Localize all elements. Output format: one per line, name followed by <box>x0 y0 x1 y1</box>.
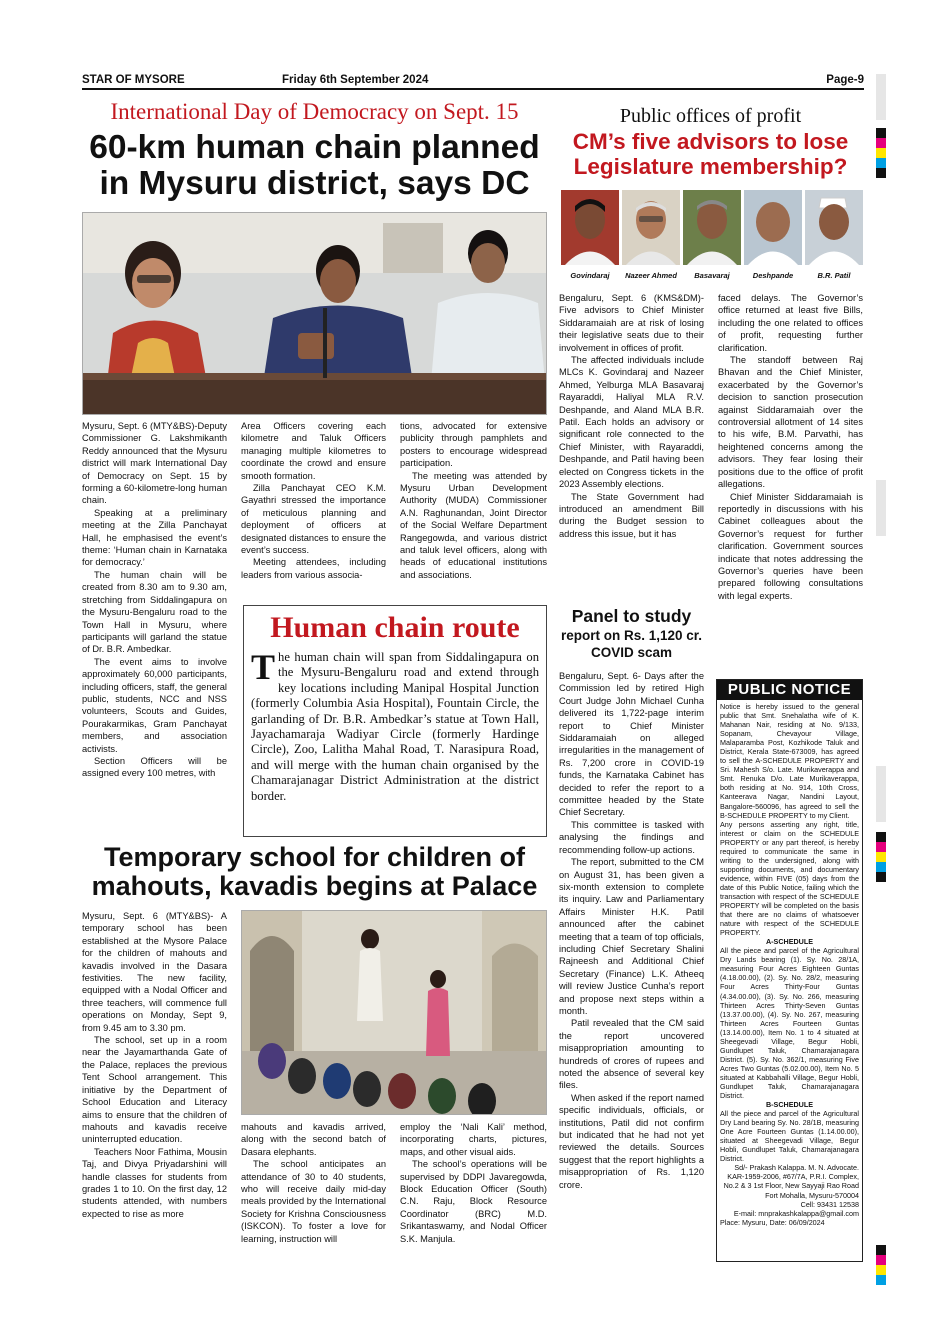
story3-headline <box>557 130 864 180</box>
route-box-dropcap: T <box>251 647 276 687</box>
story3-c1-p2: The affected individuals include MLCs K. Govindaraj and Nazeer Ahmed, Yelburga MLA Basavaraj Rayaraddi, Haliyal MLA R.V. Deshpande, and Aland MLA B.R. Patil. Each holds an advisory or significant role connected to the Chief Minister, with Rayaraddi, Deshpande, and Patil having been elected on Congress tickets in the 2023 Assembly elections. <box>559 355 704 490</box>
school-photo <box>241 910 547 1115</box>
portrait-nazeer-ahmed <box>622 190 680 265</box>
story1-c1-p2: Speaking at a preliminary meeting at the Zilla Panchayat Hall, he emphasised the event’s theme: ‘Human chain in Karnataka for democracy.’ <box>82 507 227 568</box>
story3-headline-line1: CM’s five advisors to lose <box>572 129 849 154</box>
story2-headline-line1: Temporary school for children of <box>103 842 526 872</box>
story2-c1-p1: Mysuru, Sept. 6 (MTY&BS)- A temporary school has been established at the Mysore Palace for the children of mahouts and kavadis involved in the Dasara festivities. The new facility, equipped with a Nodal Officer and three teachers, will commence full operations on Monday, Sept 9, from 9.45 am to 3.30 pm. <box>82 911 227 1033</box>
story2-headline-line2: mahouts, kavadis begins at Palace <box>91 871 538 902</box>
advisors-portraits <box>561 190 863 265</box>
story4-headline-line1: Panel to study <box>571 606 692 626</box>
notice-signature <box>720 1163 859 1208</box>
caption-govindaraj: Govindaraj <box>570 271 610 280</box>
notice-paragraph-2: Any persons asserting any right, title, interest or claim on the SCHEDULE PROPERTY or any part thereof, is hereby required to communicate the same in writing to the undersigned, along with supporting documents, and documentary evidence, within FIVE (05) days from the date of this Public Notice, failing which the transaction with respect of the SCHEDULE PROPERTY will be completed on the basis that there are no claims of whatsoever nature with respect of the SCHEDULE PROPERTY. <box>720 819 859 938</box>
route-box-title: Human chain route <box>270 611 520 644</box>
story2-headline <box>82 843 547 901</box>
story4-c1-p5: When asked if the report named specific individuals, officials, or institutions, Patil did not confirm but indicated that he had not yet reviewed the details. Sources suggest that the report highlights a misappropriation of Rs. 1,120 crore. <box>559 1092 704 1190</box>
signature-line-4: Fort Mohalla, Mysuru-570004 <box>765 1190 859 1200</box>
story1-headline <box>82 130 547 202</box>
story4-c1-p2: This committee is tasked with analysing the findings and recommending follow-up actions. <box>559 819 704 855</box>
story1-c1-p3: The human chain will be created from 8.30 am to 9.30 am, stretching from Siddalingapura on the Mysuru-Bengaluru road to the Town Hall in Mysuru, where participants will garland the statue of Dr. B.R. Ambedkar. <box>82 569 227 655</box>
public-notice-body <box>717 700 862 1229</box>
story1-headline-line1: 60-km human chain planned <box>89 129 540 166</box>
story4-headline-line3: COVID scam <box>590 645 673 660</box>
public-notice-title: PUBLIC NOTICE <box>717 680 862 700</box>
story1-c1-p1: Mysuru, Sept. 6 (MTY&BS)-Deputy Commissioner G. Lakshmikanth Reddy announced that the Mysuru district will mark International Day of Democracy on Sept. 15 by forming a 60-kilometre-long human chain. <box>82 421 227 506</box>
caption-basavaraj: Basavaraj <box>694 271 730 280</box>
story4-column-1 <box>559 670 704 1262</box>
portrait-basavaraj <box>683 190 741 265</box>
story3-column-1 <box>559 292 704 598</box>
notice-a-schedule-title: A-SCHEDULE <box>765 937 814 947</box>
story1-c3-p1: tions, advocated for extensive publicity through pamphlets and posters to encourage widespread participation. <box>400 421 547 469</box>
story2-column-3 <box>400 1121 547 1261</box>
story3-c1-p1: Bengaluru, Sept. 6 (KMS&DM)- Five advisors to Chief Minister Siddaramaiah are at risk of losing their legislative seats due to their involvement in offices of profit. <box>559 293 704 353</box>
story3-c2-p1: faced delays. The Governor’s office returned at least five Bills, including the one related to offices of profit, requesting further clarification. <box>718 293 863 353</box>
story3-headline-line2: Legislature membership? <box>573 153 848 179</box>
story2-c1-p3: Teachers Noor Fathima, Mousin Taj, and Divya Priyadarshini will handle classes for students from grades 1 to 10. On the first day, 12 students attended, with numbers expected to rise as more <box>82 1146 227 1219</box>
notice-a-schedule-text: All the piece and parcel of the Agricultural Dry Lands bearing (1). Sy. No. 28/1A, measuring Four Acres Eighteen Guntas (4.18.00.00), (2). Sy. No. 28/2, measuring Four Acres Thirty-Four Guntas (4.34.00.00), (3). Sy. No. 266, measuring Thirteen Acres Thirty-Seven Guntas (13.37.00.00), (4). Sy. No. 267, measuring Thirteen Acres Fourteen Guntas (13.14.00.00), Item No. 1 to 4 situated at Sheegevadi Village, Begur Hobli, Gundlupet Taluk, Chamarajanagara District. (5). Sy. No. 362/1, measuring Five Acres Two Guntas (5.02.00.00), Item No. 5 situated at Kabbahalli Village, Begur Hobli, Gundlupet Taluk, Chamarajanagara District. <box>720 946 859 1101</box>
story1-c2-p2: Zilla Panchayat CEO K.M. Gayathri stressed the importance of meticulous planning and deployment of officers at designated distances to ensure the event’s success. <box>241 483 386 556</box>
meeting-photo-illustration <box>83 213 547 415</box>
story2-c3-p2: The school’s operations will be supervised by DDPI Javaregowda, Block Education Officer (South) C.N. Raju, Block Resource Coordinator (BRC) M.D. Srikantaswamy, and Nodal Officer S.K. Manjula. <box>400 1159 547 1244</box>
signature-line-2: KAR-1959-2006, #67/7A, P.R.I. Complex, <box>727 1172 859 1182</box>
route-box <box>243 605 547 837</box>
issue-date: Friday 6th September 2024 <box>282 74 429 86</box>
meeting-photo <box>82 212 547 415</box>
story1-kicker: International Day of Democracy on Sept. 15 <box>110 99 519 124</box>
notice-b-schedule-text: All the piece and parcel of the Agricultural Dry Land bearing Sy. No. 28/1B, measuring One Acre Fourteen Guntas (1.14.00.00), situated at Sheegevadi Village, Begur Hobli, Gundlupet Taluk, Chamarajanagara District. <box>720 1109 859 1164</box>
public-notice <box>716 679 863 1262</box>
advisors-photo-strip <box>561 190 863 283</box>
story1-column-3 <box>400 420 547 598</box>
story2-c3-p1: employ the ‘Nali Kali’ method, incorporating charts, pictures, maps, and other visual aids. <box>400 1122 547 1157</box>
signature-line-5: Cell: 93431 12538 <box>800 1199 859 1209</box>
story2-column-2 <box>241 1121 386 1261</box>
story1-c1-p4: The event aims to involve approximately 60,000 participants, including officers, staff, the general public, students, NCC and NSS volunteers, Scouts and Guides, Pourakarmikas, Gram Panchayat members, and association activists. <box>82 656 227 754</box>
page-number: Page-9 <box>826 74 864 86</box>
caption-deshpande: Deshpande <box>752 271 794 280</box>
story1-headline-line2: in Mysuru district, says DC <box>99 165 530 203</box>
paper-name: STAR OF MYSORE <box>82 74 185 86</box>
story4-c1-p4: Patil revealed that the CM said the report uncovered misappropriation amounting to hundreds of crores of rupees and noted the absence of several key files. <box>559 1018 704 1091</box>
story1-column-2 <box>241 420 386 598</box>
notice-paragraph-1: Notice is hereby issued to the general public that Smt. Snehalatha wife of K. Mahanan Nair, residing at No. 9/133, Sopanam, Chevayour Village, Malaparamba Post, Kozhikode Taluk and District, Kerala State-673009, has agreed to sell the A-SCHEDULE PROPERTY and Sri. Mahesh S/o. Late. Murikaverappa and Smt. Renuka D/o. Late Murikaverappa, both residing at No. 914, 10th Cross, Kanteerava Nagar, Nandini Layout, Bangalore-560096, has agreed to sell the B-SCHEDULE PROPERTY to my Client. <box>720 702 859 820</box>
portrait-govindaraj <box>561 190 619 265</box>
story3-kicker: Public offices of profit <box>619 105 802 127</box>
school-photo-illustration <box>242 911 547 1115</box>
story1-c1-p5: Section Officers will be assigned every 100 metres, with <box>82 755 227 779</box>
story3-c2-p2: The standoff between Raj Bhavan and the Chief Minister, exacerbated by the Governor’s decision to sanction prosecution against Siddaramaiah over the controversial allotment of 14 sites to his wife, B.M. Parvathi, has heightened concerns among the advisors. They fear losing their positions due to the office of profit allegations. <box>718 355 863 490</box>
notice-b-schedule-title: B-SCHEDULE <box>765 1100 814 1110</box>
notice-place-date: Place: Mysuru, Date: 06/09/2024 <box>720 1217 825 1227</box>
story4-headline-line2: report on Rs. 1,120 cr. <box>560 628 703 643</box>
story1-c2-p1: Area Officers covering each kilometre and Taluk Officers managing multiple kilometres to coordinate the crowd and ensure smooth formation. <box>241 421 386 481</box>
story2-c2-p2: The school anticipates an attendance of 30 to 40 students, who will receive daily mid-day meals provided by the International Society for Krishna Consciousness (ISKCON). To foster a love for learning, instruction will <box>241 1159 386 1244</box>
story1-c3-p2: The meeting was attended by Mysuru Urban Development Authority (MUDA) Commissioner A.N. Raghunandan, Joint Director of the Social Welfare Department Rangegowda, and various district and taluk level officers, along with heads of educational institutions and associations. <box>400 470 547 580</box>
story4-headline <box>559 605 704 661</box>
story1-c2-p3: Meeting attendees, including leaders from various associa- <box>241 557 386 580</box>
route-box-text: he human chain will span from Siddalingapura on the Mysuru-Bengaluru road and extend through key locations including Manipal Hospital Junction (formerly Columbia Asia Hospital), Fountain Circle, the garlanding of Dr. B.R. Ambedkar’s statue at Town Hall, Jayachamaraja Wadiyar Circle (formerly Hardinge Circle), Zoo, Lalitha Mahal Road, T. Narasipura Road, and will merge with the human chain organised by the Chamarajanagar District Administration at the district border. <box>251 650 539 803</box>
story1-column-1 <box>82 420 227 838</box>
story2-c2-p1: mahouts and kavadis arrived, along with the second batch of Dasara elephants. <box>241 1122 386 1157</box>
notice-email: E-mail: mnprakashkalappa@gmail.com <box>733 1208 859 1218</box>
masthead <box>82 72 864 90</box>
portrait-deshpande <box>744 190 802 265</box>
story3-column-2 <box>718 292 863 672</box>
signature-line-3: No.2 & 3 1st Floor, New Sayyaji Rao Road <box>723 1181 859 1191</box>
signature-line-1: Sd/- Prakash Kalappa. M. N. Advocate. <box>734 1163 859 1173</box>
story4-c1-p3: The report, submitted to the CM on August 31, has been given a six-month extension to complete its inquiry. Law and Parliamentary Affairs Minister H.K. Patil announced after the cabinet meeting that a team of top officials, including Chief Secretary Shalini Rajneesh and Additional Chief Secretary (Finance) L.K. Atheeq will review Justice Cunha’s report and propose next steps within a month. <box>559 857 704 1016</box>
story2-column-1 <box>82 910 227 1260</box>
portrait-br-patil <box>805 190 863 265</box>
route-box-body <box>251 647 539 804</box>
story4-c1-p1: Bengaluru, Sept. 6- Days after the Commission led by retired High Court Judge John Michael Cunha delivered its 1,722-page interim report to Chief Minister Siddaramaiah on alleged irregularities in the management of Rs. 7,200 crore in COVID-19 funds, the Karnataka Cabinet has decided to refer the report to a committee headed by the State Chief Secretary. <box>559 671 704 818</box>
story3-c2-p3: Chief Minister Siddaramaiah is reportedly in discussions with his Cabinet colleagues about the Governor’s request for further clarification. Government sources indicate that notes addressing the Governor’s queries have been prepared following consultations with legal experts. <box>718 491 863 601</box>
story2-c1-p2: The school, set up in a room near the Jayamarthanda Gate of the Palace, replaces the previous Tent School arrangement. This initiative by the Department of School Education and Literacy aims to ensure that the children of mahouts and kavadis receive uninterrupted education. <box>82 1035 227 1145</box>
caption-br-patil: B.R. Patil <box>817 271 851 280</box>
story3-c1-p3: The State Government had introduced an amendment Bill during the Budget session to address this issue, but it has <box>559 491 704 539</box>
caption-nazeer-ahmed: Nazeer Ahmed <box>625 271 677 280</box>
